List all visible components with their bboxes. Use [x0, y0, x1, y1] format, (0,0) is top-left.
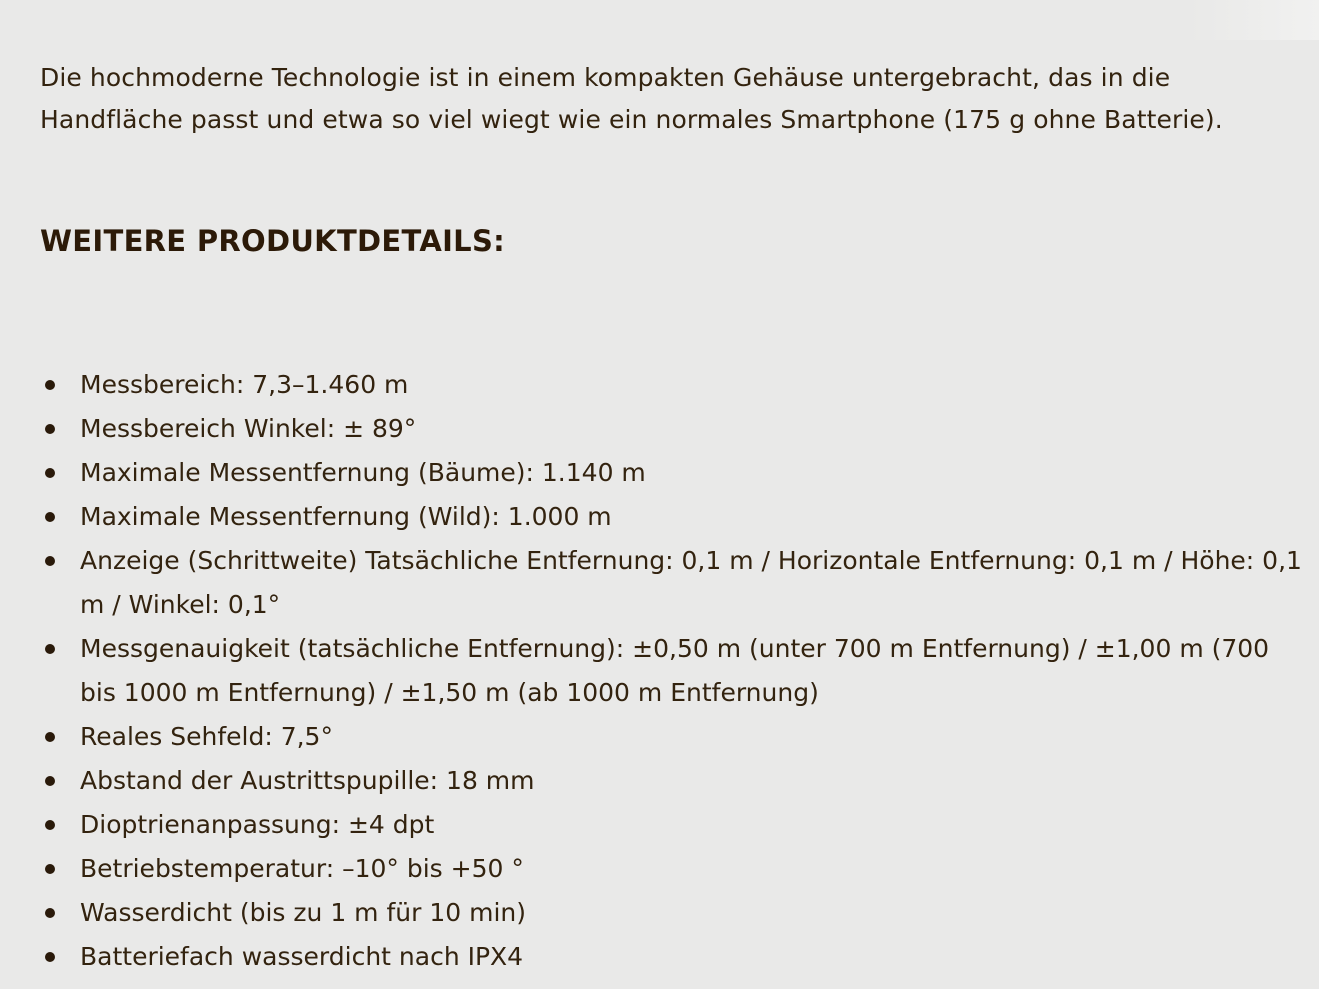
- intro-paragraph: Die hochmoderne Technologie ist in einem kompakten Gehäuse untergebracht, das in die Handfläche passt und etwa so viel wiegt wie ein normales Smartphone (175 g ohne Batterie).: [40, 63, 1223, 134]
- list-item: [40, 363, 1302, 407]
- list-item-text: Maximale Messentfernung (Wild): 1.000 m: [80, 502, 612, 531]
- list-item: [40, 627, 1302, 715]
- product-description: [40, 57, 1302, 971]
- list-item-text: Maximale Messentfernung (Bäume): 1.140 m: [80, 458, 646, 487]
- bullet-icon: [45, 556, 55, 566]
- list-item-text: Anzeige (Schrittweite) Tatsächliche Entfernung: 0,1 m / Horizontale Entfernung: 0,1 m / Höhe: 0,1 m / Winkel: 0,1°: [80, 546, 1302, 619]
- list-item: [40, 847, 1302, 891]
- list-item-text: Dioptrienanpassung: ±4 dpt: [80, 810, 435, 839]
- list-item: [40, 407, 1302, 451]
- bullet-icon: [45, 380, 55, 390]
- list-item-text: Messbereich: 7,3–1.460 m: [80, 370, 409, 399]
- bullet-icon: [45, 424, 55, 434]
- bullet-icon: [45, 820, 55, 830]
- list-item-text: Betriebstemperatur: –10° bis +50 °: [80, 854, 524, 883]
- bullet-icon: [45, 908, 55, 918]
- list-item: [40, 759, 1302, 803]
- bullet-icon: [45, 644, 55, 654]
- background-corner-fade: [1189, 0, 1319, 40]
- list-item-text: Messgenauigkeit (tatsächliche Entfernung): ±0,50 m (unter 700 m Entfernung) / ±1,00 m (700 bis 1000 m Entfernung) / ±1,50 m (ab 1000 m Entfernung): [80, 634, 1270, 707]
- list-item-text: Messbereich Winkel: ± 89°: [80, 414, 417, 443]
- list-item-text: Wasserdicht (bis zu 1 m für 10 min): [80, 898, 526, 927]
- section-heading: WEITERE PRODUKTDETAILS:: [40, 224, 506, 258]
- bullet-icon: [45, 468, 55, 478]
- list-item-text: Abstand der Austrittspupille: 18 mm: [80, 766, 535, 795]
- list-item: [40, 539, 1302, 627]
- list-item: [40, 935, 1302, 979]
- bullet-icon: [45, 512, 55, 522]
- list-item: [40, 451, 1302, 495]
- list-item: [40, 495, 1302, 539]
- bullet-icon: [45, 776, 55, 786]
- list-item-text: Batteriefach wasserdicht nach IPX4: [80, 942, 524, 971]
- bullet-icon: [45, 864, 55, 874]
- list-item: [40, 803, 1302, 847]
- bullet-icon: [45, 952, 55, 962]
- list-item-text: Reales Sehfeld: 7,5°: [80, 722, 333, 751]
- list-item: [40, 715, 1302, 759]
- list-item: [40, 891, 1302, 935]
- product-details-list: [40, 363, 1302, 979]
- bullet-icon: [45, 732, 55, 742]
